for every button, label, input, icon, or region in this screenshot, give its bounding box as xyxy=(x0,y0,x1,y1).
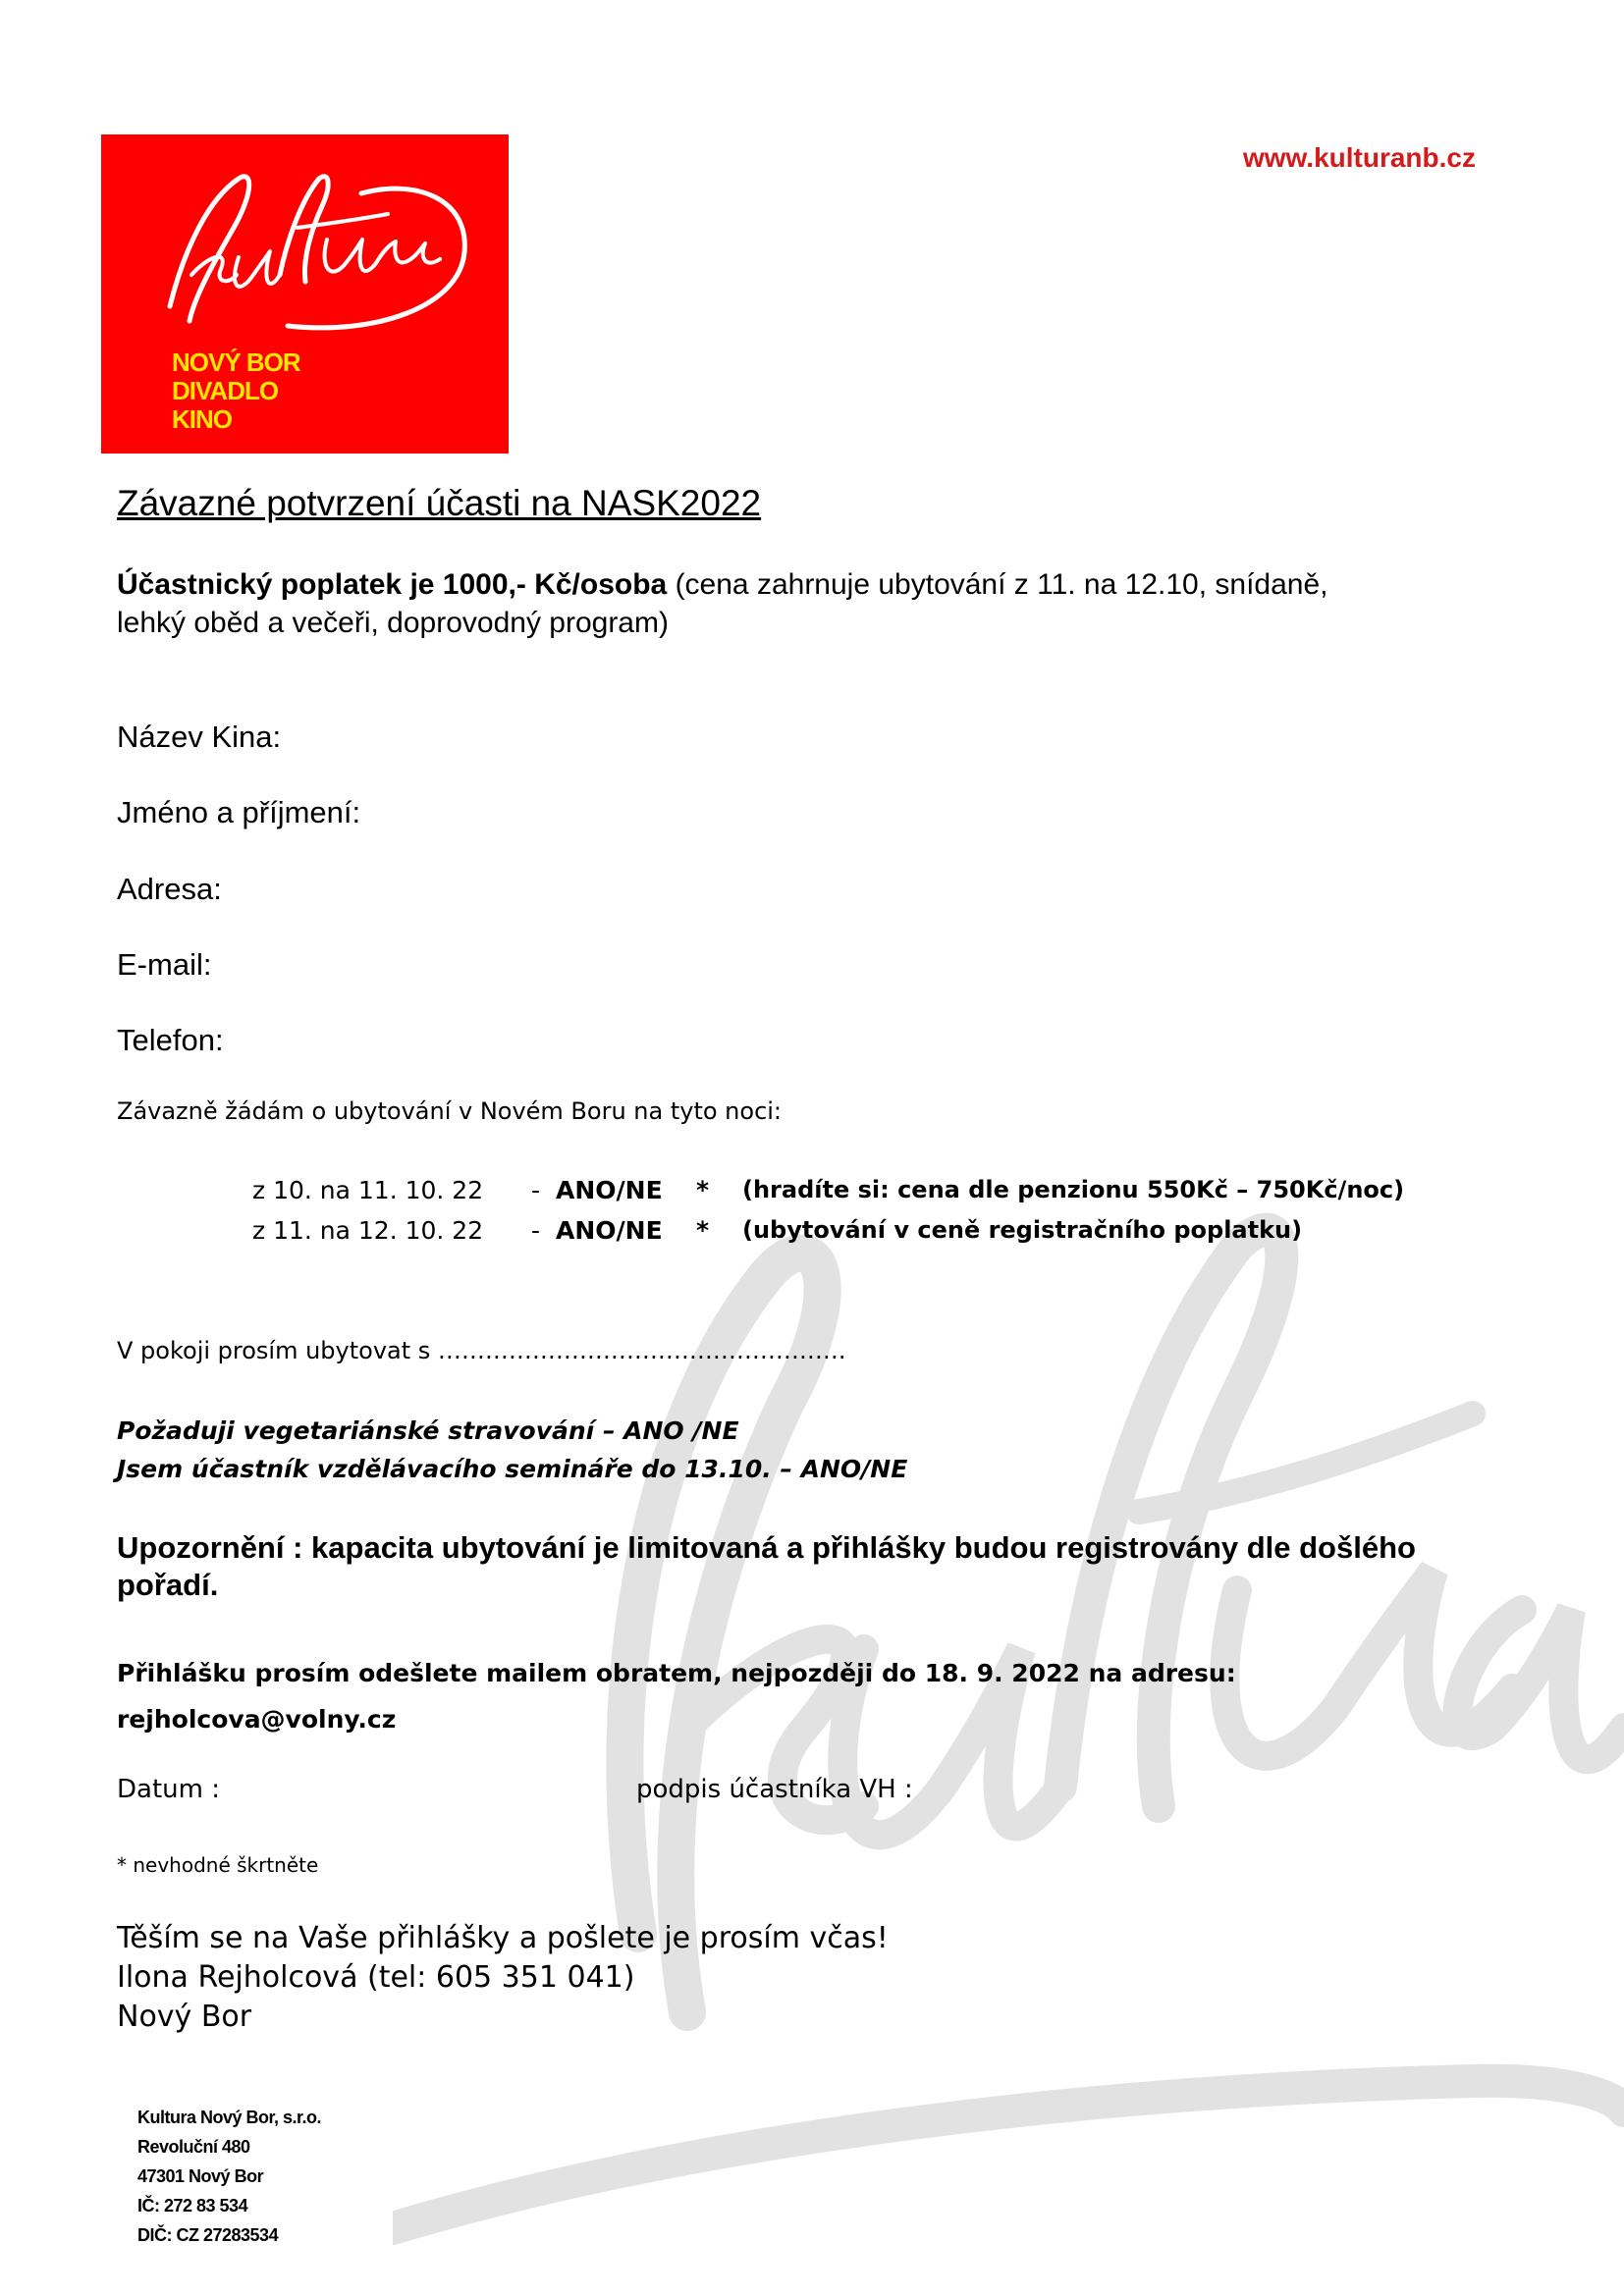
logo-line: NOVÝ BOR xyxy=(172,347,300,377)
closing-text xyxy=(117,1919,889,2037)
closing-line: Nový Bor xyxy=(117,2000,252,2034)
footer-line: Revoluční 480 xyxy=(137,2137,250,2157)
kultura-logo xyxy=(101,134,509,454)
field-phone[interactable]: Telefon: xyxy=(117,1023,224,1057)
options-block xyxy=(117,1412,907,1488)
field-email[interactable]: E-mail: xyxy=(117,947,212,982)
fee-paragraph xyxy=(117,565,1393,642)
night-star: * xyxy=(696,1216,710,1245)
night-date: z 11. na 12. 10. 22 xyxy=(252,1216,484,1245)
footer-line: 47301 Nový Bor xyxy=(137,2166,264,2186)
night-note: (hradíte si: cena dle penzionu 550Kč – 750Kč/noc) xyxy=(742,1176,1405,1203)
logo-line: DIVADLO xyxy=(172,376,279,405)
closing-line: Těším se na Vaše přihlášky a pošlete je prosím včas! xyxy=(117,1921,889,1955)
seminar-option[interactable]: Jsem účastník vzdělávacího semináře do 13.10. – ANO/NE xyxy=(117,1455,908,1483)
field-address[interactable]: Adresa: xyxy=(117,872,222,906)
capacity-notice: Upozornění : kapacita ubytování je limitovaná a přihlášky budou registrovány dle došlého pořadí. xyxy=(117,1530,1416,1602)
date-field[interactable]: Datum : xyxy=(117,1775,220,1804)
field-full-name[interactable]: Jméno a příjmení: xyxy=(117,795,361,829)
footer-line: DIČ: CZ 27283534 xyxy=(137,2225,279,2245)
document-title: Závazné potvrzení účasti na NASK2022 xyxy=(117,483,762,523)
send-text: Přihlášku prosím odešlete mailem obratem, nejpozději do 18. 9. 2022 na adresu: xyxy=(117,1659,1236,1687)
night-row xyxy=(0,1216,1624,1255)
night-star: * xyxy=(696,1176,710,1204)
logo-line: KINO xyxy=(172,404,232,434)
fee-details: (cena zahrnuje ubytování z 11. na 12.10, snídaně, lehký oběd a večeři, doprovodný program) xyxy=(117,568,1328,639)
night-row xyxy=(0,1176,1624,1215)
website-link[interactable]: www.kulturanb.cz xyxy=(1243,142,1476,173)
footer-line: IČ: 272 83 534 xyxy=(137,2196,248,2216)
night-choice[interactable]: ANO/NE xyxy=(556,1216,663,1245)
contact-email[interactable]: rejholcova@volny.cz xyxy=(117,1705,397,1734)
send-instructions xyxy=(117,1650,1236,1742)
signature-field[interactable]: podpis účastníka VH : xyxy=(636,1775,913,1804)
roommate-field[interactable]: V pokoji prosím ubytovat s ……………………………………………. xyxy=(117,1337,846,1364)
stay-intro: Závazně žádám o ubytování v Novém Boru na tyto noci: xyxy=(117,1097,783,1125)
company-footer xyxy=(137,2103,321,2250)
logo-text xyxy=(172,348,300,434)
night-dash: - xyxy=(531,1176,541,1204)
night-date: z 10. na 11. 10. 22 xyxy=(252,1176,484,1204)
night-dash: - xyxy=(531,1216,541,1245)
field-cinema-name[interactable]: Název Kina: xyxy=(117,720,282,754)
fee-bold: Účastnický poplatek je 1000,- Kč/osoba xyxy=(117,568,668,601)
night-note: (ubytování v ceně registračního poplatku) xyxy=(742,1216,1303,1244)
kultura-logo-script xyxy=(131,159,494,355)
footer-line: Kultura Nový Bor, s.r.o. xyxy=(137,2108,322,2127)
closing-line: Ilona Rejholcová (tel: 605 351 041) xyxy=(117,1960,635,1995)
vegetarian-option[interactable]: Požaduji vegetariánské stravování – ANO /NE xyxy=(117,1416,739,1445)
footnote: * nevhodné škrtněte xyxy=(117,1853,319,1877)
night-choice[interactable]: ANO/NE xyxy=(556,1176,663,1204)
